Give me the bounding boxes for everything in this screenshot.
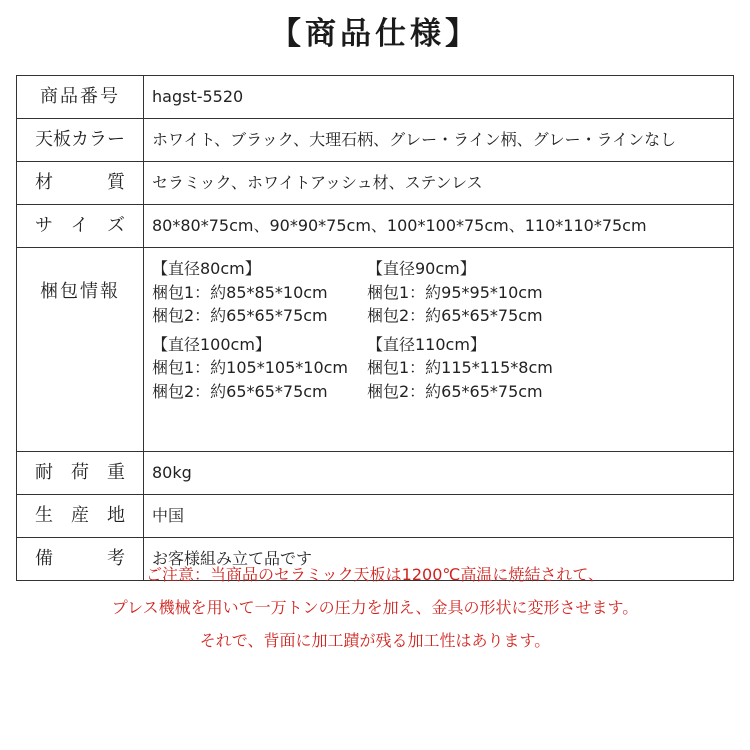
package-line: 梱包2：約65*65*75cm <box>152 381 328 401</box>
spec-row-origin <box>17 495 734 538</box>
notice-line-1: ご注意：当商品のセラミック天板は1200℃高温に焼結されて、 <box>145 565 605 584</box>
spec-row-model <box>17 76 734 119</box>
spec-label-material: 材 質 <box>35 172 125 194</box>
package-line: 梱包2：約65*65*75cm <box>367 306 543 325</box>
spec-label-package: 梱包情報 <box>17 248 144 452</box>
notice-text <box>0 558 750 657</box>
spec-label-remarks: 備 考 <box>35 548 125 570</box>
spec-value-size: 80*80*75cm、90*90*75cm、100*100*75cm、110*110*75cm <box>144 205 734 248</box>
package-line: 梱包2：約65*65*75cm <box>152 306 328 325</box>
notice-line-3: それで、背面に加工蹟が残る加工性はあります。 <box>199 631 551 650</box>
spec-label-size-cell <box>17 205 144 248</box>
package-line: 梱包1：約95*95*10cm <box>367 282 543 302</box>
spec-label-model: 商品番号 <box>17 76 144 119</box>
spec-value-weight: 80kg <box>144 452 734 495</box>
spec-row-weight <box>17 452 734 495</box>
package-heading: 【直径90cm】 <box>367 259 476 278</box>
spec-label-size: サイズ <box>35 215 125 237</box>
package-block-90 <box>367 257 582 328</box>
spec-table <box>16 75 734 581</box>
spec-row-package <box>17 248 734 452</box>
package-line: 梱包2：約65*65*75cm <box>367 381 543 401</box>
spec-value-origin: 中国 <box>144 495 734 538</box>
spec-value-package <box>144 248 734 452</box>
page-title: 【商品仕様】 <box>270 16 480 52</box>
spec-label-origin-cell <box>17 495 144 538</box>
package-block-80 <box>152 257 367 328</box>
spec-row-top-color <box>17 119 734 162</box>
spec-label-weight-cell <box>17 452 144 495</box>
package-line: 梱包1：約85*85*10cm <box>152 282 328 302</box>
spec-value-material: セラミック、ホワイトアッシュ材、ステンレス <box>144 162 734 205</box>
spec-label-weight: 耐荷重 <box>35 462 125 484</box>
package-grid <box>152 248 725 403</box>
spec-row-size <box>17 205 734 248</box>
package-line: 梱包1：約105*105*10cm <box>152 358 349 377</box>
spec-label-origin: 生産地 <box>35 505 125 527</box>
package-block-110 <box>367 333 582 404</box>
spec-label-material-cell <box>17 162 144 205</box>
package-block-100 <box>152 333 367 404</box>
notice-line-2: プレス機械を用いて一万トンの圧力を加え、金具の形状に変形させます。 <box>111 598 639 617</box>
package-heading: 【直径80cm】 <box>152 259 261 278</box>
package-heading: 【直径110cm】 <box>367 334 486 354</box>
spec-value-remarks: お客様組み立て品です <box>144 538 734 581</box>
package-line: 梱包1：約115*115*8cm <box>367 358 553 377</box>
package-heading: 【直径100cm】 <box>152 334 271 354</box>
spec-value-top-color: ホワイト、ブラック、大理石柄、グレー・ライン柄、グレー・ラインなし <box>144 119 734 162</box>
spec-value-model: hagst-5520 <box>144 76 734 119</box>
spec-label-top-color: 天板カラー <box>17 119 144 162</box>
spec-row-material <box>17 162 734 205</box>
